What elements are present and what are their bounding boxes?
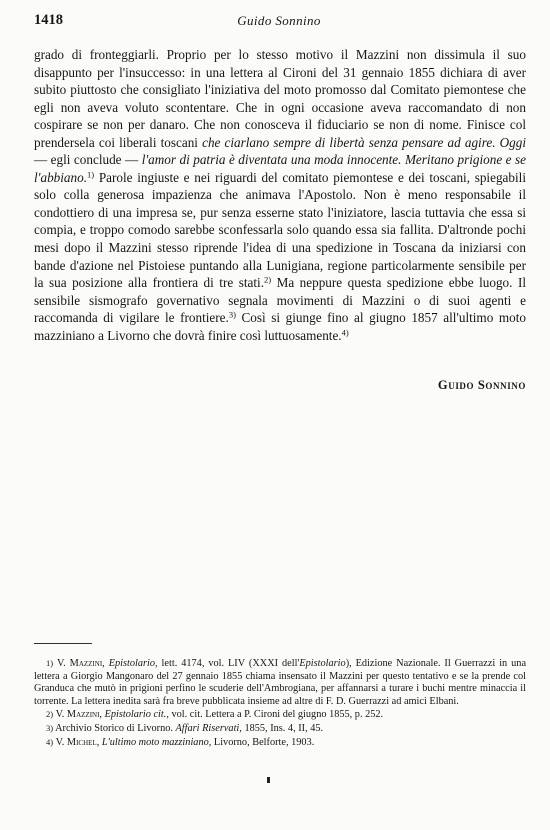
footnote-text: ), Edizione Nazionale. Il Guerrazzi in una lettera a Giorgio Mangonaro del 27 gennaio 1855 chiama insensato il Mazzini per questo tentativo e se la prende col Granduca che mutò in prigioni perfino le scuderie dell'Ambrogiana, per affannarsi a turare i buchi mentre minaccia il torrente. La lettera inedita sarà fra breve pubblicata insieme ad altre di F. D. Guerrazzi ad amici Elbani. bbox=[34, 658, 527, 707]
footnote-ref-4: 4) bbox=[341, 327, 349, 338]
text-segment: Ma neppure questa spedizione ebbe luogo. Il sensibile sismografo governativo segnala movimenti di Mazzini o di suoi agenti e raccomanda di vigilare le frontiere. bbox=[34, 275, 527, 326]
footnote-marker: 1) bbox=[46, 658, 54, 668]
quote-segment: l'amor di patria è diventata una moda innocente. Meritano prigione e se l'abbiano. bbox=[34, 152, 526, 185]
footnote-text: vol. cit. Lettera a P. Cironi del giugno 1855, p. 252. bbox=[168, 709, 384, 721]
footnote-marker: 4) bbox=[46, 736, 54, 747]
footnote-3 bbox=[34, 722, 526, 736]
footnote-author: V. Mazzini, bbox=[57, 658, 105, 669]
footnote-marker: 3) bbox=[46, 722, 54, 733]
footnote-2 bbox=[34, 708, 526, 722]
page-header bbox=[34, 12, 524, 32]
footnote-text: lett. 4174, vol. LIV (XXXI dell' bbox=[157, 658, 300, 669]
footnote-ref-3: 3) bbox=[228, 309, 236, 320]
text-segment: Così si giunge fino al giugno 1857 all'ultimo moto mazziniano a Livorno che dovrà finire così luttuosamente. bbox=[34, 310, 526, 343]
footnote-text: 1855, Ins. 4, II, 45. bbox=[241, 722, 324, 734]
footnote-work: Affari Riservati, bbox=[175, 722, 242, 734]
text-segment: — egli conclude — bbox=[34, 152, 142, 168]
footnote-author: V. Michel, bbox=[55, 736, 100, 748]
footnote-ref-2: 2) bbox=[264, 274, 272, 285]
footnote-ref-1: 1) bbox=[87, 169, 95, 180]
main-paragraph bbox=[34, 46, 526, 344]
printer-mark bbox=[267, 777, 270, 783]
footnote-divider bbox=[34, 643, 92, 644]
text-segment: Parole ingiuste e nei riguardi del comitato piemontese e dei toscani, spiegabili solo colla generosa impazienza che animava l'Apostolo. Non è meno responsabile il condottiero di una impresa se, pur senza esserne stato l'iniziatore, lascia tuttavia che essa si compia, e troppo comodo sarebbe sconfessarla solo quando essa sia fallita. D'altronde pochi mesi dopo il Mazzini stesso riprende l'idea di una spedizione in Toscana da iniziarsi con bande d'azione nel Pistoiese puntando alla Lunigiana, regione particolarmente sensibile per la sua posizione alla frontiera di tre stati. bbox=[34, 169, 526, 291]
footnotes bbox=[34, 657, 526, 749]
footnote-author: V. Mazzini, bbox=[55, 709, 102, 721]
footnote-marker: 2) bbox=[46, 709, 54, 720]
author-signature: Guido Sonnino bbox=[437, 378, 526, 392]
running-head: Guido Sonnino bbox=[237, 13, 321, 28]
footnote-work: Epistolario cit., bbox=[104, 709, 169, 721]
footnote-work: Epistolario, bbox=[108, 658, 158, 669]
page-number: 1418 bbox=[34, 12, 63, 28]
text-segment: grado di fronteggiarli. Proprio per lo stesso motivo il Mazzini non dissimula il suo disappunto per l'insuccesso: in una lettera al Cironi del 31 gennaio 1855 dichiara di aver subito piuttosto che consigliato l'iniziativa del moto promosso dal Comitato piemontese che egli non aveva voluto scontentare. Che in ogni occasione aveva raccomandato di non cospirare se non per danaro. Che non conosceva il fiduciario se non di nome. Finisce col prendersela coi liberali toscani bbox=[34, 47, 526, 150]
quote-segment: che ciarlano sempre di libertà senza pensare ad agire. Oggi bbox=[202, 134, 526, 150]
footnote-text: Archivio Storico di Livorno. bbox=[55, 722, 176, 734]
footnote-work: L'ultimo moto mazziniano, bbox=[101, 736, 212, 748]
footnote-4 bbox=[34, 736, 526, 750]
footnote-1 bbox=[34, 657, 526, 708]
main-text bbox=[34, 46, 526, 344]
footnote-text: Livorno, Belforte, 1903. bbox=[211, 736, 315, 748]
footnote-work: Epistolario bbox=[299, 658, 346, 669]
